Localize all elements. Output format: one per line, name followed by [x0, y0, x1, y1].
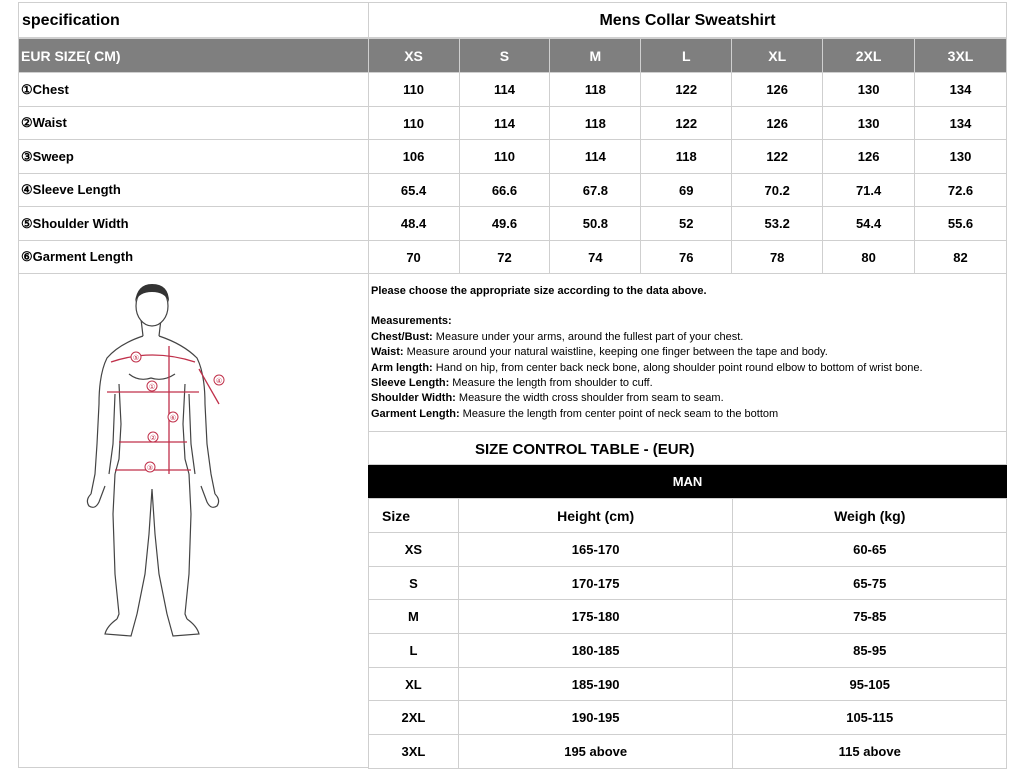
note-term: Garment Length: [371, 407, 460, 420]
cell: 122 [641, 73, 732, 107]
height-cell: 180-185 [458, 634, 733, 668]
size-cell: M [369, 600, 459, 634]
cell: 114 [550, 140, 641, 174]
cell: 134 [915, 73, 1007, 107]
note-text: Measure the length from shoulder to cuff. [449, 377, 653, 390]
cell: 72 [459, 241, 550, 274]
note-term: Waist: [371, 346, 404, 359]
height-cell: 190-195 [458, 701, 733, 735]
table-row [19, 73, 1007, 107]
cell: 55.6 [915, 207, 1007, 241]
table-row [369, 701, 1007, 735]
weight-cell: 85-95 [733, 634, 1007, 668]
table-row [369, 735, 1007, 769]
size-cell: S [369, 567, 459, 600]
height-cell: 165-170 [458, 533, 733, 567]
col-header-height: Height (cm) [458, 499, 733, 533]
cell: 126 [732, 73, 823, 107]
table-row [369, 533, 1007, 567]
size-cell: XL [369, 668, 459, 701]
height-cell: 195 above [458, 735, 733, 769]
table-row [369, 600, 1007, 634]
cell: 54.4 [823, 207, 915, 241]
note-text: Measure the width cross shoulder from seam to seam. [455, 392, 724, 405]
cell: 49.6 [459, 207, 550, 241]
size-control-table [368, 498, 1007, 769]
control-title-cell [368, 431, 1007, 465]
size-m-header: M [550, 39, 641, 73]
cell: 67.8 [550, 174, 641, 207]
size-cell: 2XL [369, 701, 459, 735]
weight-cell: 115 above [733, 735, 1007, 769]
figure-label-shoulder: ⑤ [132, 354, 140, 362]
cell: 130 [915, 140, 1007, 174]
cell: 72.6 [915, 174, 1007, 207]
figure-label-sleeve: ④ [215, 377, 223, 385]
note-line [371, 407, 1006, 422]
weight-cell: 65-75 [733, 567, 1007, 600]
cell: 52 [641, 207, 732, 241]
size-l-header: L [641, 39, 732, 73]
cell: 118 [550, 73, 641, 107]
spec-header-label: EUR SIZE( CM) [19, 39, 369, 73]
title-left-cell [18, 2, 369, 38]
cell: 126 [732, 107, 823, 140]
cell: 50.8 [550, 207, 641, 241]
cell: 80 [823, 241, 915, 274]
note-term: Arm length: [371, 361, 433, 374]
note-line [371, 376, 1006, 391]
note-line [371, 330, 1006, 345]
size-cell: XS [369, 533, 459, 567]
weight-cell: 95-105 [733, 668, 1007, 701]
cell: 114 [459, 107, 550, 140]
table-row [369, 668, 1007, 701]
size-cell: 3XL [369, 735, 459, 769]
table-row [19, 140, 1007, 174]
note-text: Measure under your arms, around the fullest part of your chest. [432, 330, 744, 343]
row-label: ③Sweep [19, 140, 369, 174]
row-label: ⑥Garment Length [19, 241, 369, 274]
size-xl-header: XL [732, 39, 823, 73]
cell: 70 [368, 241, 459, 274]
cell: 71.4 [823, 174, 915, 207]
height-cell: 185-190 [458, 668, 733, 701]
weight-cell: 105-115 [733, 701, 1007, 735]
spec-title: specification [22, 12, 120, 29]
cell: 66.6 [459, 174, 550, 207]
cell: 118 [641, 140, 732, 174]
row-label: ①Chest [19, 73, 369, 107]
cell: 122 [641, 107, 732, 140]
note-term: Sleeve Length: [371, 377, 450, 390]
cell: 53.2 [732, 207, 823, 241]
cell: 82 [915, 241, 1007, 274]
height-cell: 170-175 [458, 567, 733, 600]
row-label: ④Sleeve Length [19, 174, 369, 207]
height-cell: 175-180 [458, 600, 733, 634]
table-row [19, 174, 1007, 207]
figure-panel [18, 273, 369, 768]
cell: 130 [823, 107, 915, 140]
cell: 74 [550, 241, 641, 274]
size-xs-header: XS [368, 39, 459, 73]
title-right-cell [368, 2, 1007, 38]
note-text: Measure around your natural waistline, keeping one finger between the tape and body. [403, 346, 828, 359]
figure-label-chest: ① [148, 383, 156, 391]
note-text: Measure the length from center point of neck seam to the bottom [459, 407, 779, 420]
note-line [371, 361, 1006, 376]
note-text: Hand on hip, from center back neck bone, along shoulder point round elbow to bottom of wrist bone. [432, 361, 923, 374]
note-term: Chest/Bust: [371, 330, 433, 343]
table-row [369, 567, 1007, 600]
size-3xl-header: 3XL [915, 39, 1007, 73]
col-header-weight: Weigh (kg) [733, 499, 1007, 533]
cell: 76 [641, 241, 732, 274]
notes-heading: Measurements: [371, 315, 452, 328]
cell: 122 [732, 140, 823, 174]
cell: 114 [459, 73, 550, 107]
measurement-notes [368, 273, 1007, 432]
cell: 78 [732, 241, 823, 274]
note-term: Shoulder Width: [371, 392, 456, 405]
control-header-row [369, 499, 1007, 533]
man-band [368, 465, 1007, 498]
cell: 110 [368, 73, 459, 107]
cell: 65.4 [368, 174, 459, 207]
row-label: ⑤Shoulder Width [19, 207, 369, 241]
cell: 110 [368, 107, 459, 140]
notes-intro: Please choose the appropriate size according to the data above. [371, 285, 707, 297]
figure-label-waist: ② [149, 434, 157, 442]
cell: 70.2 [732, 174, 823, 207]
cell: 126 [823, 140, 915, 174]
cell: 110 [459, 140, 550, 174]
figure-label-length: ⑥ [169, 414, 177, 422]
table-row [19, 241, 1007, 274]
cell: 69 [641, 174, 732, 207]
spec-table [18, 38, 1007, 274]
col-header-size: Size [369, 499, 459, 533]
cell: 48.4 [368, 207, 459, 241]
table-row [19, 207, 1007, 241]
row-label: ②Waist [19, 107, 369, 140]
size-2xl-header: 2XL [823, 39, 915, 73]
figure-label-sweep: ③ [146, 464, 154, 472]
note-line [371, 345, 1006, 360]
table-row [369, 634, 1007, 668]
cell: 130 [823, 73, 915, 107]
table-row [19, 107, 1007, 140]
note-line [371, 391, 1006, 406]
weight-cell: 60-65 [733, 533, 1007, 567]
man-band-label: MAN [672, 474, 703, 489]
cell: 134 [915, 107, 1007, 140]
control-table-title: SIZE CONTROL TABLE - (EUR) [475, 441, 695, 458]
body-measurement-figure [19, 274, 368, 767]
size-cell: L [369, 634, 459, 668]
size-s-header: S [459, 39, 550, 73]
spec-header-row [19, 39, 1007, 73]
cell: 118 [550, 107, 641, 140]
weight-cell: 75-85 [733, 600, 1007, 634]
cell: 106 [368, 140, 459, 174]
product-title: Mens Collar Sweatshirt [599, 12, 776, 29]
